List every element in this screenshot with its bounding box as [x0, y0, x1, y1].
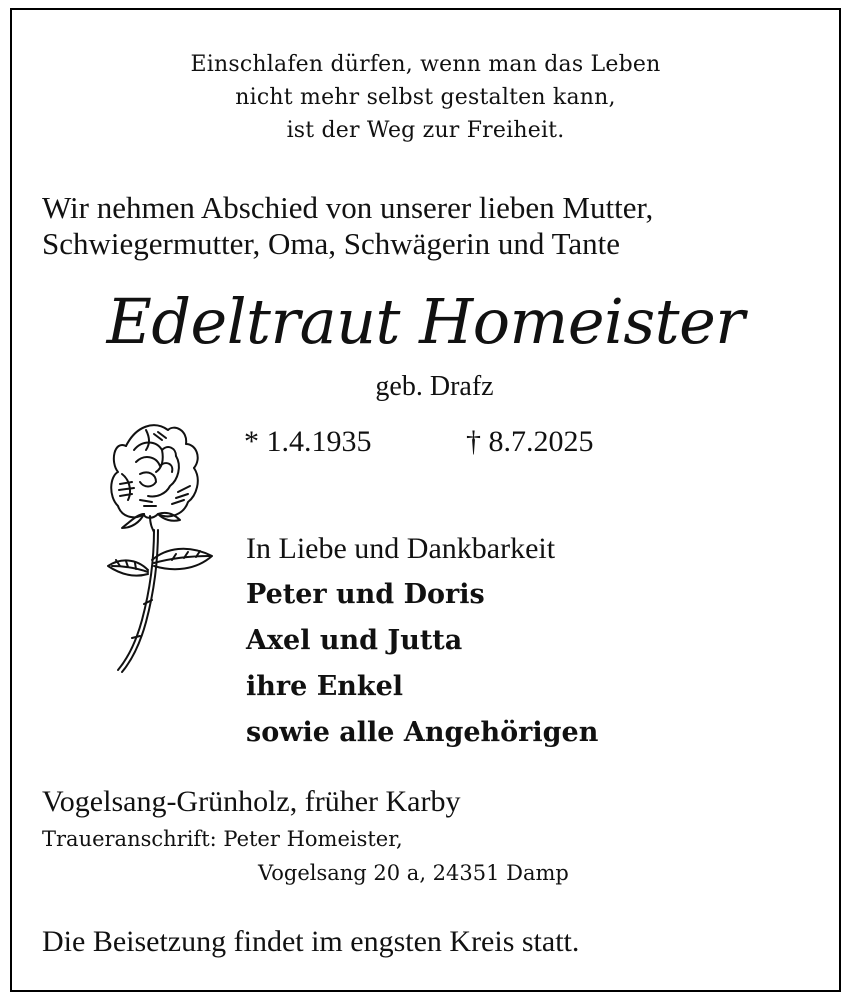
maiden-name: geb. Drafz	[375, 371, 494, 402]
mourning-address-line2: Vogelsang 20 a, 24351 Damp	[258, 861, 569, 885]
place-of-residence: Vogelsang-Grünholz, früher Karby	[42, 785, 461, 818]
rose-icon	[92, 410, 232, 678]
intro-line: Schwiegermutter, Oma, Schwägerin und Tante	[42, 226, 620, 261]
obituary-notice	[10, 8, 841, 992]
burial-note: Die Beisetzung findet im engsten Kreis statt.	[42, 925, 580, 958]
mourning-address-line1: Traueranschrift: Peter Homeister,	[42, 827, 403, 851]
birth-date: * 1.4.1935	[244, 425, 372, 458]
poem-line: Einschlafen dürfen, wenn man das Leben	[190, 52, 661, 77]
mourners-block	[246, 526, 598, 756]
mourner-name: Peter und Doris	[246, 579, 485, 610]
mourners-intro: In Liebe und Dankbarkeit	[246, 532, 556, 565]
mourner-name: ihre Enkel	[246, 671, 404, 702]
deceased-name: Edeltraut Homeister	[106, 285, 745, 358]
mourner-name: Axel und Jutta	[246, 625, 463, 656]
intro-line: Wir nehmen Abschied von unserer lieben Mutter,	[42, 190, 654, 225]
farewell-intro	[42, 190, 653, 262]
poem	[12, 48, 839, 147]
poem-line: ist der Weg zur Freiheit.	[286, 118, 565, 143]
poem-line: nicht mehr selbst gestalten kann,	[235, 85, 616, 110]
mourner-name: sowie alle Angehörigen	[246, 717, 599, 748]
death-date: † 8.7.2025	[466, 425, 594, 458]
